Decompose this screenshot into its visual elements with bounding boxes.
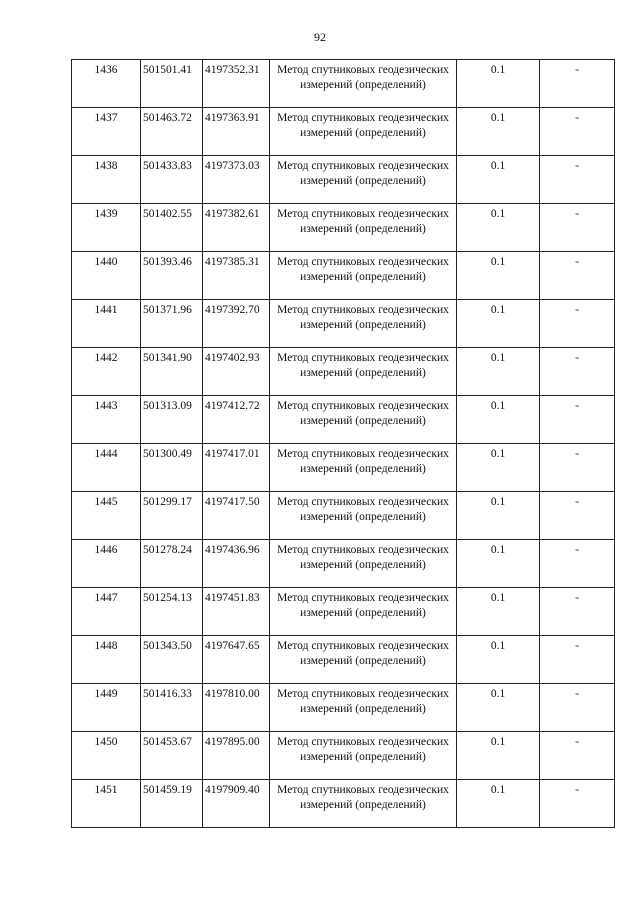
point-number-cell: 1447 [72,588,141,636]
point-number-cell: 1438 [72,156,141,204]
accuracy-cell: 0.1 [457,300,540,348]
note-cell: - [540,636,615,684]
x-coordinate-cell: 501501.41 [141,60,203,108]
method-cell: Метод спутниковых геодезических измерений (определений) [270,684,457,732]
method-cell: Метод спутниковых геодезических измерений (определений) [270,780,457,828]
point-number-cell: 1436 [72,60,141,108]
accuracy-cell: 0.1 [457,108,540,156]
note-cell: - [540,732,615,780]
accuracy-cell: 0.1 [457,732,540,780]
note-cell: - [540,252,615,300]
table-row [72,444,615,492]
y-coordinate-cell: 4197436.96 [203,540,270,588]
point-number-cell: 1442 [72,348,141,396]
y-coordinate-cell: 4197392.70 [203,300,270,348]
point-number-cell: 1443 [72,396,141,444]
table-row [72,348,615,396]
note-cell: - [540,492,615,540]
note-cell: - [540,684,615,732]
x-coordinate-cell: 501416.33 [141,684,203,732]
x-coordinate-cell: 501254.13 [141,588,203,636]
method-cell: Метод спутниковых геодезических измерений (определений) [270,108,457,156]
point-number-cell: 1441 [72,300,141,348]
accuracy-cell: 0.1 [457,588,540,636]
table-row [72,60,615,108]
accuracy-cell: 0.1 [457,60,540,108]
method-cell: Метод спутниковых геодезических измерений (определений) [270,300,457,348]
x-coordinate-cell: 501343.50 [141,636,203,684]
x-coordinate-cell: 501371.96 [141,300,203,348]
page-number: 92 [314,30,326,44]
note-cell: - [540,588,615,636]
method-cell: Метод спутниковых геодезических измерений (определений) [270,732,457,780]
point-number-cell: 1446 [72,540,141,588]
y-coordinate-cell: 4197373.03 [203,156,270,204]
table-row [72,636,615,684]
x-coordinate-cell: 501463.72 [141,108,203,156]
method-cell: Метод спутниковых геодезических измерений (определений) [270,396,457,444]
accuracy-cell: 0.1 [457,780,540,828]
note-cell: - [540,348,615,396]
x-coordinate-cell: 501299.17 [141,492,203,540]
note-cell: - [540,60,615,108]
y-coordinate-cell: 4197417.01 [203,444,270,492]
y-coordinate-cell: 4197451.83 [203,588,270,636]
table-row [72,156,615,204]
table-row [72,540,615,588]
y-coordinate-cell: 4197363.91 [203,108,270,156]
method-cell: Метод спутниковых геодезических измерений (определений) [270,540,457,588]
note-cell: - [540,540,615,588]
y-coordinate-cell: 4197909.40 [203,780,270,828]
accuracy-cell: 0.1 [457,252,540,300]
note-cell: - [540,444,615,492]
method-cell: Метод спутниковых геодезических измерений (определений) [270,252,457,300]
y-coordinate-cell: 4197895.00 [203,732,270,780]
method-cell: Метод спутниковых геодезических измерений (определений) [270,636,457,684]
table-row [72,588,615,636]
method-cell: Метод спутниковых геодезических измерений (определений) [270,348,457,396]
table-row [72,732,615,780]
accuracy-cell: 0.1 [457,444,540,492]
note-cell: - [540,156,615,204]
x-coordinate-cell: 501402.55 [141,204,203,252]
table-row [72,492,615,540]
table-row [72,108,615,156]
accuracy-cell: 0.1 [457,684,540,732]
point-number-cell: 1450 [72,732,141,780]
method-cell: Метод спутниковых геодезических измерений (определений) [270,204,457,252]
note-cell: - [540,300,615,348]
point-number-cell: 1437 [72,108,141,156]
x-coordinate-cell: 501459.19 [141,780,203,828]
x-coordinate-cell: 501453.67 [141,732,203,780]
x-coordinate-cell: 501433.83 [141,156,203,204]
method-cell: Метод спутниковых геодезических измерений (определений) [270,588,457,636]
x-coordinate-cell: 501393.46 [141,252,203,300]
x-coordinate-cell: 501313.09 [141,396,203,444]
y-coordinate-cell: 4197417.50 [203,492,270,540]
y-coordinate-cell: 4197810.00 [203,684,270,732]
point-number-cell: 1451 [72,780,141,828]
table-row [72,300,615,348]
note-cell: - [540,204,615,252]
accuracy-cell: 0.1 [457,348,540,396]
accuracy-cell: 0.1 [457,492,540,540]
point-number-cell: 1439 [72,204,141,252]
point-number-cell: 1440 [72,252,141,300]
coordinates-table [71,59,615,828]
point-number-cell: 1444 [72,444,141,492]
method-cell: Метод спутниковых геодезических измерений (определений) [270,156,457,204]
point-number-cell: 1449 [72,684,141,732]
x-coordinate-cell: 501300.49 [141,444,203,492]
x-coordinate-cell: 501341.90 [141,348,203,396]
table-row [72,684,615,732]
method-cell: Метод спутниковых геодезических измерений (определений) [270,60,457,108]
note-cell: - [540,396,615,444]
accuracy-cell: 0.1 [457,396,540,444]
accuracy-cell: 0.1 [457,204,540,252]
note-cell: - [540,108,615,156]
y-coordinate-cell: 4197647.65 [203,636,270,684]
y-coordinate-cell: 4197385.31 [203,252,270,300]
accuracy-cell: 0.1 [457,636,540,684]
point-number-cell: 1448 [72,636,141,684]
accuracy-cell: 0.1 [457,540,540,588]
table-row [72,204,615,252]
method-cell: Метод спутниковых геодезических измерений (определений) [270,444,457,492]
y-coordinate-cell: 4197412.72 [203,396,270,444]
table-row [72,252,615,300]
table-row [72,780,615,828]
y-coordinate-cell: 4197352.31 [203,60,270,108]
accuracy-cell: 0.1 [457,156,540,204]
y-coordinate-cell: 4197402.93 [203,348,270,396]
point-number-cell: 1445 [72,492,141,540]
table-row [72,396,615,444]
table-body [72,60,615,828]
x-coordinate-cell: 501278.24 [141,540,203,588]
method-cell: Метод спутниковых геодезических измерений (определений) [270,492,457,540]
y-coordinate-cell: 4197382.61 [203,204,270,252]
note-cell: - [540,780,615,828]
